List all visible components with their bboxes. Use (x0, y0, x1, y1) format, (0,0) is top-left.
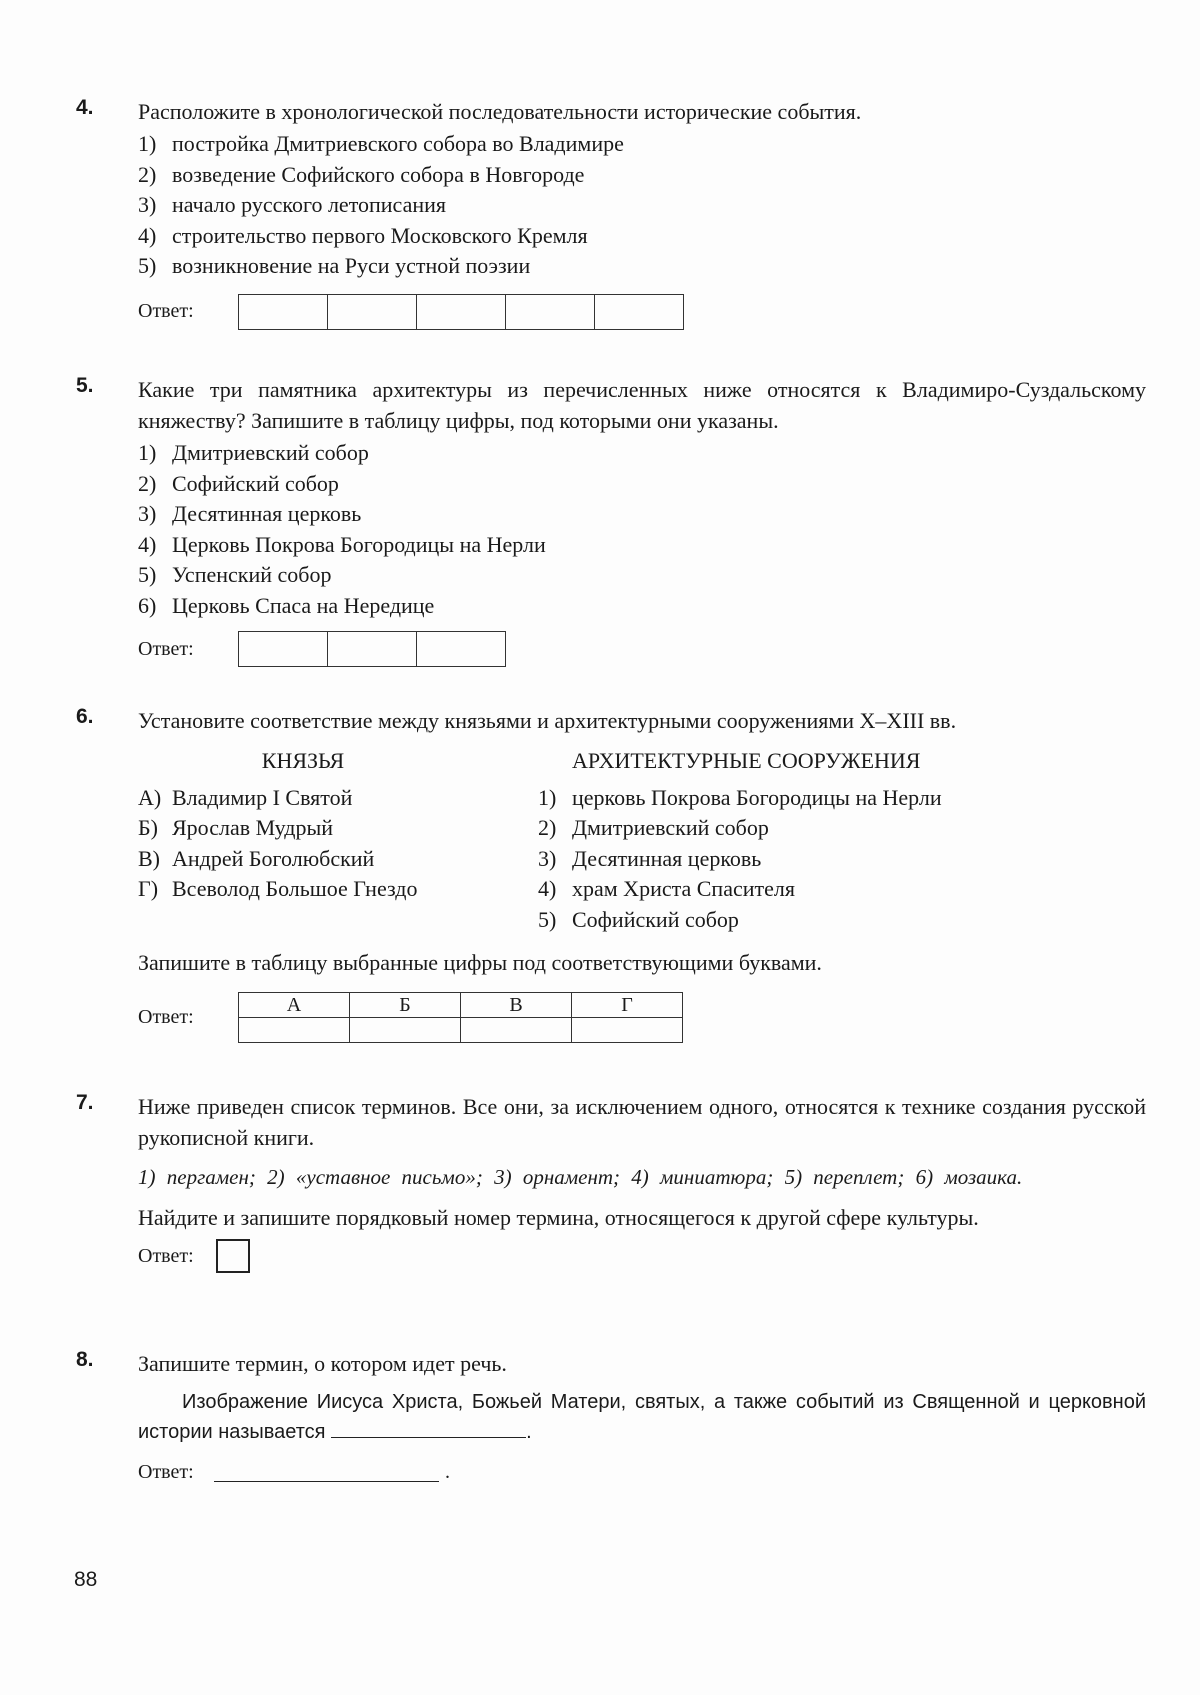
column-header: АРХИТЕКТУРНЫЕ СООРУЖЕНИЯ (572, 748, 921, 773)
list-item: 2) Софийский собор (138, 470, 339, 496)
definition-paragraph: Изображение Иисуса Христа, Божьей Матери, святых, а также событий из Священной и церковной истории называется . (138, 1391, 1146, 1443)
page-number: 88 (74, 1568, 98, 1591)
list-item: Г) Всеволод Большое Гнездо (138, 876, 418, 901)
answer-label: Ответ: (138, 300, 194, 322)
answer-label: Ответ: (138, 1006, 194, 1028)
answer-cell[interactable] (572, 1018, 683, 1043)
list-item: 5) возникновение на Руси устной поэзии (138, 253, 531, 278)
answer-row: Ответ: . (138, 1461, 450, 1483)
table-header-cell: Г (572, 993, 683, 1018)
list-item: 5) Софийский собор (538, 906, 739, 932)
answer-cell[interactable] (595, 295, 683, 329)
question-6 (76, 705, 1146, 1043)
answer-row (138, 631, 1146, 667)
list-item: А) Владимир I Святой (138, 784, 353, 810)
options-list (138, 438, 1146, 621)
definition-text: Изображение Иисуса Христа, Божьей Матери, святых, а также событий из Священной и церковной истории называется (138, 1391, 1146, 1443)
table-header-cell: В (461, 993, 572, 1018)
instruction-text: Запишите в таблицу выбранные цифры под соответствующими буквами. (138, 950, 822, 975)
answer-cell[interactable] (328, 295, 417, 329)
question-7 (76, 1091, 1146, 1273)
list-item: Б) Ярослав Мудрый (138, 815, 333, 840)
question-number: 8. (76, 1348, 94, 1371)
answer-cells (238, 631, 506, 667)
princes-column (138, 746, 538, 935)
list-item: 2) возведение Софийского собора в Новгороде (138, 161, 585, 187)
question-text: Установите соответствие между князьями и архитектурными сооружениями X–XIII вв. (138, 708, 957, 733)
question-text: Ниже приведен список терминов. Все они, за исключением одного, относятся к технике создания русской рукописной книги. (138, 1094, 1146, 1150)
options-list (138, 129, 1146, 282)
blank-line[interactable] (331, 1419, 526, 1438)
answer-box[interactable] (216, 1239, 250, 1273)
answer-label: Ответ: (138, 1244, 194, 1267)
buildings-column (538, 746, 1146, 935)
answer-cell[interactable] (350, 1018, 461, 1043)
question-5 (76, 374, 1146, 667)
answer-cell[interactable] (506, 295, 595, 329)
table-header-row (239, 993, 683, 1018)
list-item: 6) Церковь Спаса на Нередице (138, 592, 435, 618)
question-number: 6. (76, 705, 94, 728)
answer-cell[interactable] (239, 1018, 350, 1043)
list-item: 5) Успенский собор (138, 562, 332, 587)
answer-row (138, 992, 1146, 1043)
list-item: 2) Дмитриевский собор (538, 815, 769, 840)
question-text: Какие три памятника архитектуры из перечисленных ниже относятся к Владимиро-Суздальскому княжеству? Запишите в таблицу цифры, под которыми они указаны. (138, 377, 1146, 433)
table-answer-row (239, 1018, 683, 1043)
answer-cell[interactable] (417, 632, 505, 666)
question-4 (76, 96, 1146, 330)
list-item: 3) начало русского летописания (138, 192, 447, 217)
list-item: 3) Десятинная церковь (538, 845, 762, 871)
answer-row (138, 1239, 1146, 1273)
question-number: 7. (76, 1091, 94, 1114)
question-number: 5. (76, 374, 94, 397)
list-item: В) Андрей Боголюбский (138, 845, 375, 871)
question-text: Расположите в хронологической последовательности исторические события. (138, 99, 862, 124)
list-item: 1) Дмитриевский собор (138, 440, 369, 465)
answer-table (238, 992, 683, 1043)
question-text: Запишите термин, о котором идет речь. (138, 1351, 507, 1376)
column-header: КНЯЗЬЯ (261, 748, 345, 773)
answer-row (138, 294, 1146, 330)
answer-cell[interactable] (239, 295, 328, 329)
question-number: 4. (76, 96, 94, 119)
table-header-cell: Б (350, 993, 461, 1018)
list-item: 3) Десятинная церковь (138, 501, 362, 526)
answer-cell[interactable] (417, 295, 506, 329)
question-8 (76, 1348, 1146, 1484)
answer-label: Ответ: (138, 637, 194, 660)
matching-columns (138, 746, 1146, 935)
answer-cell[interactable] (239, 632, 328, 666)
answer-cell[interactable] (461, 1018, 572, 1043)
list-item: 1) постройка Дмитриевского собора во Владимире (138, 131, 624, 156)
list-item: 1) церковь Покрова Богородицы на Нерли (538, 784, 942, 810)
table-header-cell: А (239, 993, 350, 1018)
answer-line[interactable] (214, 1463, 439, 1482)
list-item: 4) храм Христа Спасителя (538, 876, 795, 901)
answer-cell[interactable] (328, 632, 417, 666)
instruction-text: Найдите и запишите порядковый номер термина, относящегося к другой сфере культуры. (138, 1205, 979, 1230)
list-item: 4) строительство первого Московского Кремля (138, 222, 588, 248)
list-item: 4) Церковь Покрова Богородицы на Нерли (138, 531, 546, 557)
terms-list: 1) пергамен; 2) «уставное письмо»; 3) орнамент; 4) миниатюра; 5) переплет; 6) мозаика. (138, 1165, 1023, 1189)
answer-label: Ответ: (138, 1461, 194, 1483)
answer-cells (238, 294, 684, 330)
